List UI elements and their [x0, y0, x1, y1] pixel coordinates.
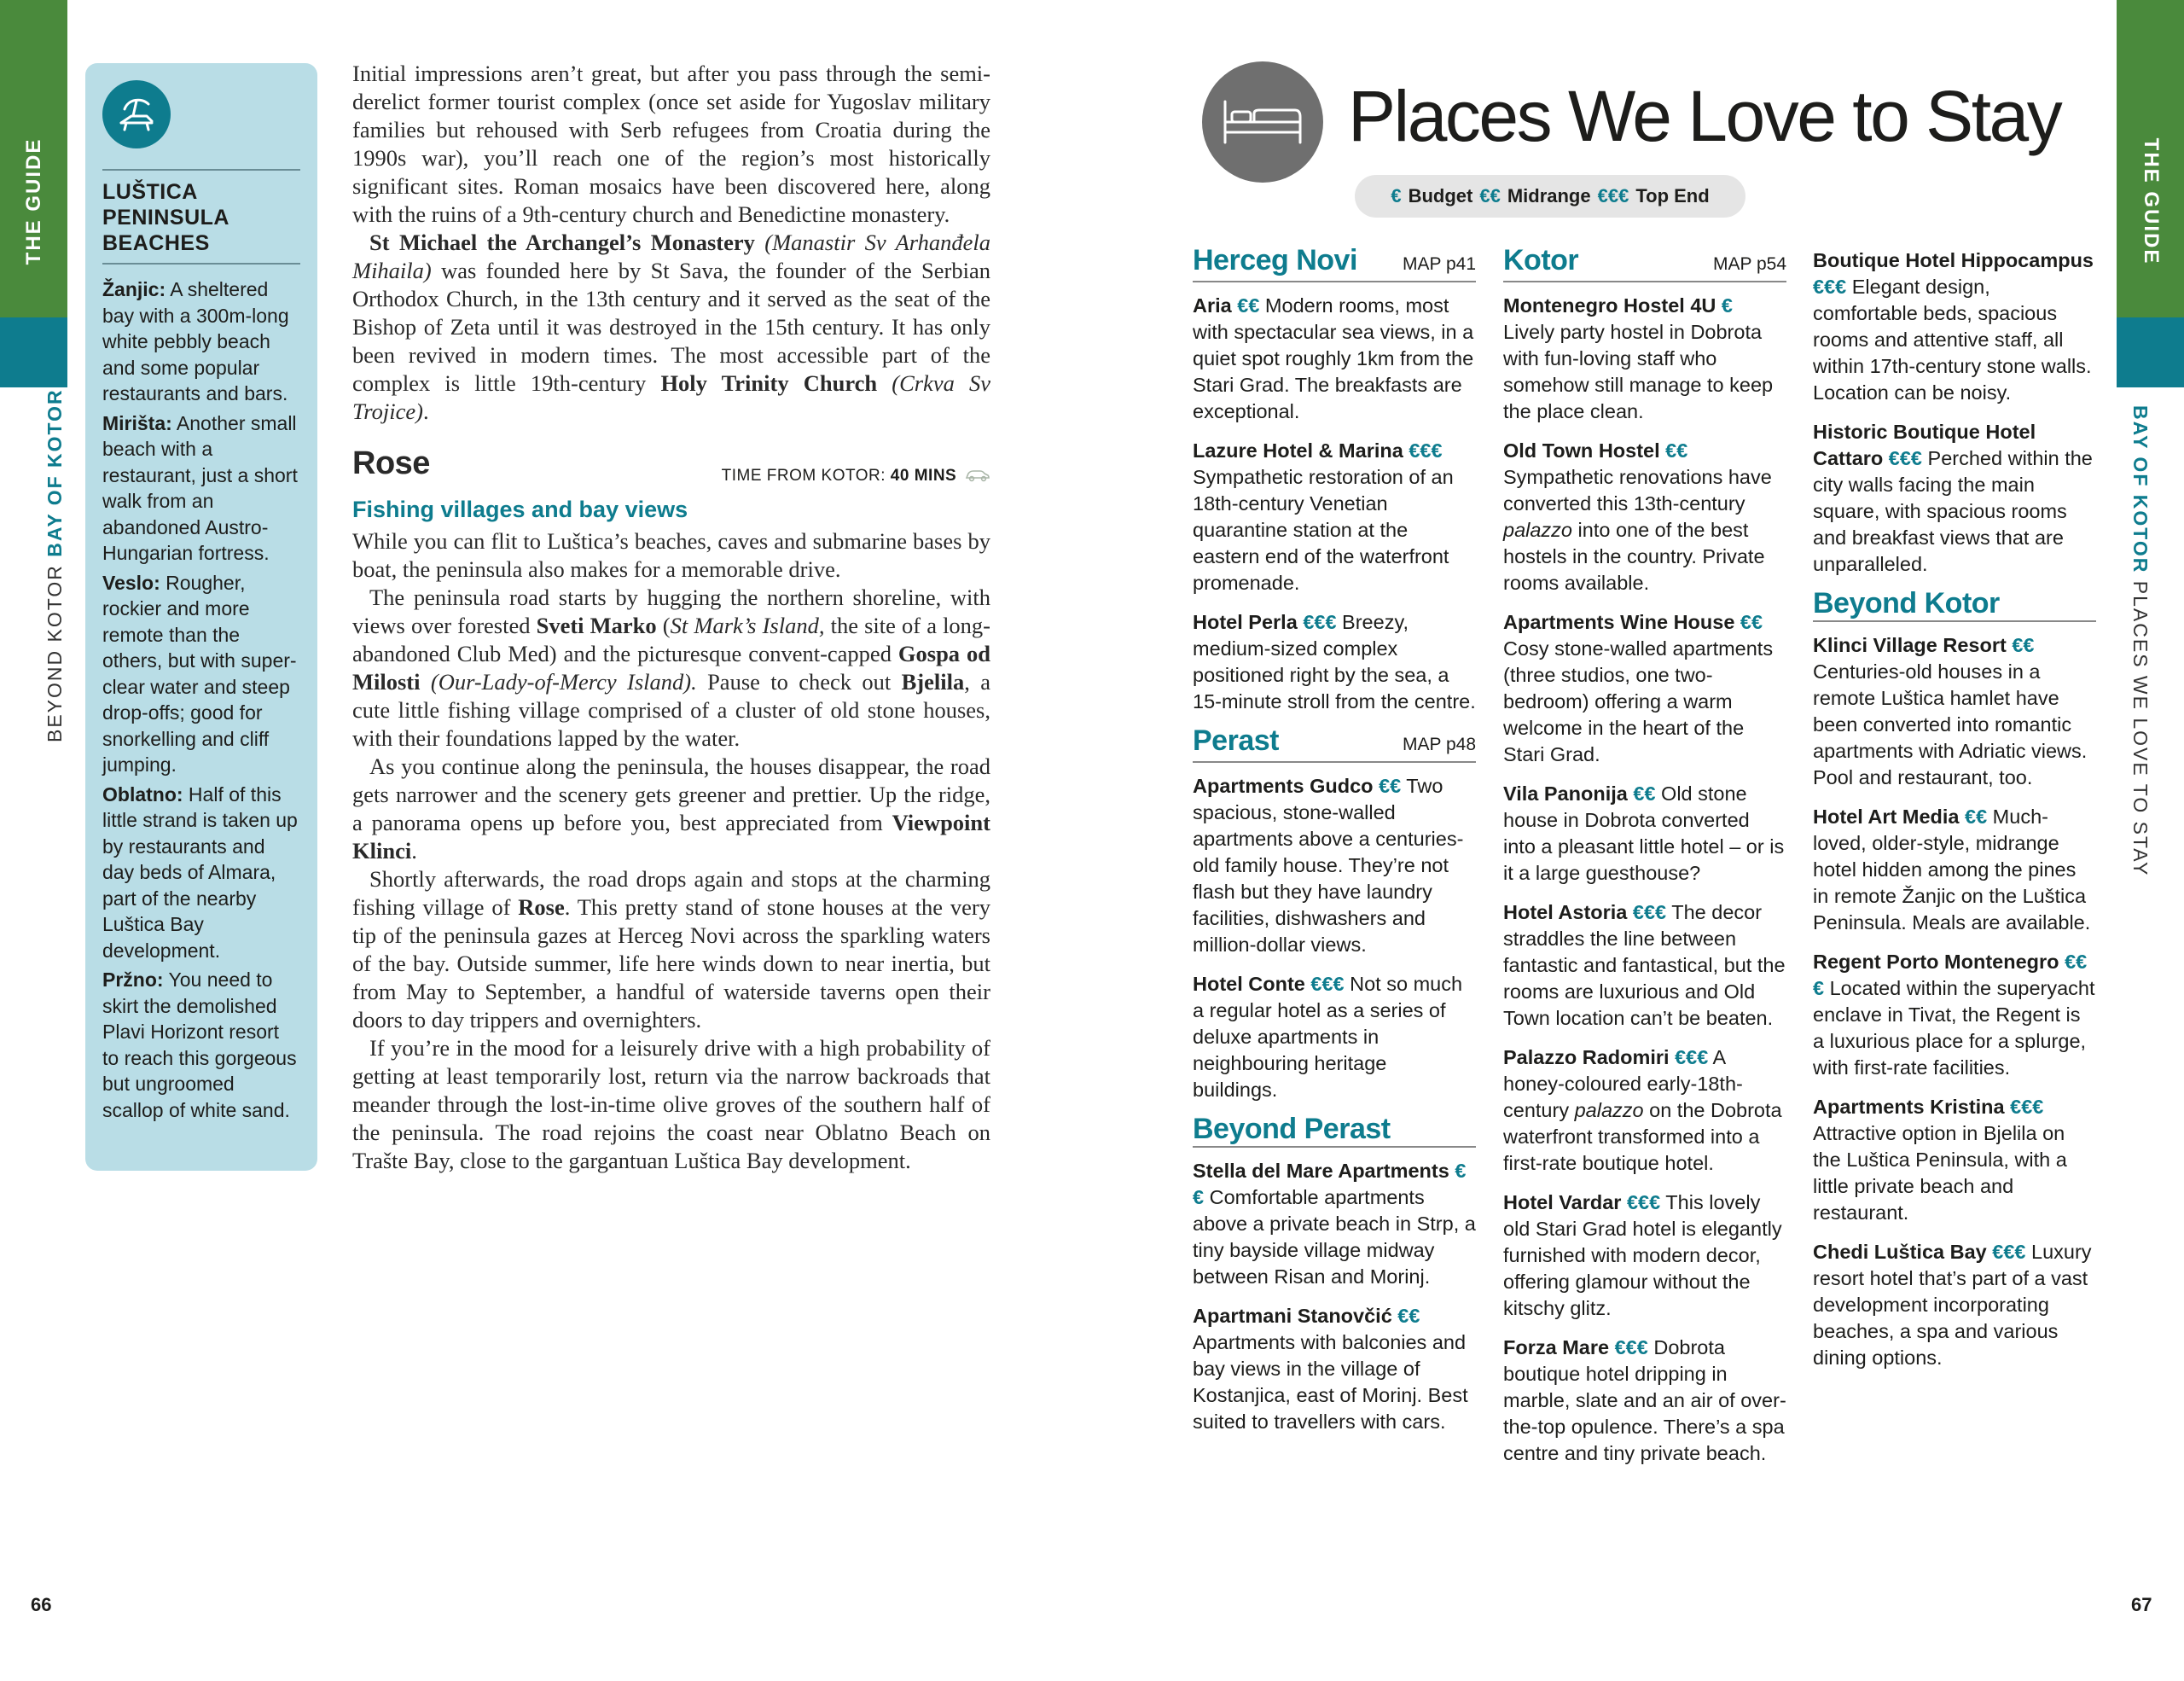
map-reference: MAP p41	[1403, 254, 1476, 274]
place-name: Holy Trinity Church	[660, 370, 878, 396]
section-title: Rose	[352, 445, 430, 481]
left-edge-tabs	[0, 0, 67, 1681]
listing-description: A honey-coloured early-18th-century	[1503, 1046, 1743, 1121]
listing-description: Old stone house in Dobrota converted into a pleasant little hotel – or is it a large guesthouse?	[1503, 782, 1785, 884]
map-reference: MAP p54	[1713, 254, 1786, 274]
section-heading-rose	[352, 445, 990, 491]
sidebar-title: LUŠTICA PENINSULA BEACHES	[102, 180, 229, 255]
listing-name: Forza Mare	[1503, 1336, 1610, 1358]
listing-name: Apartmani Stanovčić	[1193, 1305, 1392, 1327]
listing-italic: palazzo	[1574, 1099, 1644, 1121]
travel-time-value: 40 MINS	[890, 467, 957, 485]
listing-name: Klinci Village Resort	[1813, 634, 2007, 656]
listing-entry	[1503, 781, 1786, 887]
listing-price: €€€	[1813, 276, 1847, 298]
place-name: Viewpoint Klinci	[352, 810, 990, 864]
listing-description: Dobrota boutique hotel dripping in marble, slate and an air of over-the-top opulence. There’s a spa centre and tiny private beach.	[1503, 1336, 1786, 1464]
listings-column-3	[1813, 247, 2096, 1384]
page-title: Places We Love to Stay	[1348, 76, 2061, 156]
body-text: the site of a long-abandoned Club Med) and the picturesque convent-capped	[352, 613, 991, 666]
beach-name: Mirišta:	[102, 411, 172, 434]
page-number-left: 66	[31, 1594, 52, 1615]
main-text-column	[352, 60, 990, 1175]
listing-description: Centuries-old houses in a remote Luštica hamlet have been converted into romantic apartments with Adriatic views. Pool and restaurant, too.	[1813, 660, 2088, 788]
price-label: Midrange	[1507, 185, 1591, 206]
listing-name: Apartments Kristina	[1813, 1096, 2005, 1118]
place-name: Gospa od Milosti	[352, 641, 990, 695]
price-symbol: €€	[1479, 185, 1501, 206]
listing-entry	[1193, 1158, 1476, 1290]
running-head-plain: PLACES WE LOVE TO STAY	[2129, 573, 2152, 877]
location-title: Herceg Novi	[1193, 244, 1357, 276]
listing-description: Sympathetic renovations have converted this 13th-century	[1503, 466, 1772, 515]
listing-entry	[1193, 773, 1476, 958]
section-subtitle: Fishing villages and bay views	[352, 497, 688, 522]
chapter-tab	[2117, 317, 2184, 387]
listing-entry	[1193, 971, 1476, 1103]
page-number-right: 67	[2131, 1594, 2152, 1615]
chapter-tab	[0, 317, 67, 387]
listing-price: €€€	[1888, 447, 1923, 469]
listing-price: €€	[1379, 775, 1402, 797]
listing-name: Old Town Hostel	[1503, 439, 1660, 462]
listing-description: Two spacious, stone-walled apartments above a centuries-old family house. They’re not flash but they have laundry facilities, dishwashers and million-dollar views.	[1193, 775, 1464, 956]
body-text: Pause to check out	[696, 669, 902, 695]
price-label: Budget	[1408, 185, 1473, 206]
running-head-highlight: BAY OF KOTOR	[44, 388, 66, 557]
listing-name: Lazure Hotel & Marina	[1193, 439, 1403, 462]
sidebar-entry	[102, 782, 300, 964]
body-paragraph	[352, 753, 990, 865]
beach-description: Another small beach with a restaurant, just a short walk from an abandoned Austro-Hungarian fortress.	[102, 411, 298, 564]
beach-description: Rougher, rockier and more remote than the others, but with super-clear water and steep drop-offs; good for snorkelling and cliff jumping.	[102, 571, 297, 776]
listing-name: Apartments Gudco	[1193, 775, 1374, 797]
listing-entry	[1503, 899, 1786, 1032]
listing-price: €€	[1965, 806, 1988, 828]
listing-description: Sympathetic restoration of an 18th-century Venetian quarantine station at the eastern end of the waterfront promenade.	[1193, 466, 1454, 594]
listing-price: €€	[1633, 782, 1656, 805]
listing-name: Stella del Mare Apartments	[1193, 1160, 1449, 1182]
listing-entry	[1503, 609, 1786, 768]
listing-description: Much-loved, older-style, midrange hotel hidden among the pines in remote Žanjic on the Luštica Peninsula. Meals are available.	[1813, 806, 2091, 934]
listing-price: €€€	[1614, 1336, 1648, 1358]
body-text: As you continue along the peninsula, the houses disappear, the road gets narrower and the scenery gets greener and prettier. Up the ridge, a panorama opens up before you, best appreciated from	[352, 753, 990, 835]
listing-entry	[1193, 438, 1476, 596]
beach-name: Žanjic:	[102, 278, 166, 300]
listing-description: This lovely old Stari Grad hotel is elegantly furnished with modern decor, offering glamour without the kitschy glitz.	[1503, 1191, 1782, 1319]
section-tab-label: THE GUIDE	[2139, 137, 2163, 265]
travel-time-label: TIME FROM KOTOR:	[721, 467, 891, 485]
running-head-plain: BEYOND KOTOR	[44, 556, 66, 742]
listing-price: €€€	[1409, 439, 1443, 462]
listing-entry	[1813, 804, 2096, 936]
listings-column-2	[1503, 244, 1786, 1480]
listing-price: €€€	[1632, 901, 1667, 923]
beach-description: Half of this little strand is taken up by restaurants and day beds of Almara, part of the nearby Luštica Bay development.	[102, 782, 298, 962]
location-title: Beyond Kotor	[1813, 587, 2000, 619]
listing-entry	[1193, 293, 1476, 425]
price-symbol: €	[1391, 185, 1402, 206]
body-text: Shortly afterwards, the road drops again and stops at the charming fishing village of	[352, 866, 990, 920]
listing-name: Boutique Hotel Hippocampus	[1813, 249, 2094, 271]
body-text: . This pretty stand of stone houses at the very tip of the peninsula gazes at Herceg Novi across the sparkling waters of the bay. Outside summer, life here winds down to near inertia, but from May to September, a handful of waterside taverns open their doors to day trippers and overnighters.	[352, 894, 990, 1032]
listing-entry	[1503, 293, 1786, 425]
listing-description: Lively party hostel in Dobrota with fun-loving staff who somehow still manage to keep the place clean.	[1503, 321, 1774, 422]
beach-lounger-icon	[102, 80, 171, 148]
listing-price: €€€	[1992, 1241, 2026, 1263]
listing-description: The decor straddles the line between fantastic and fantastical, but the rooms are luxurious and Old Town location can’t be beaten.	[1503, 901, 1786, 1029]
listing-name: Palazzo Radomiri	[1503, 1046, 1670, 1068]
location-heading	[1193, 724, 1476, 763]
listing-entry	[1503, 1189, 1786, 1322]
listing-entry	[1813, 1239, 2096, 1371]
sidebar-entry	[102, 570, 300, 778]
listing-name: Hotel Perla	[1193, 611, 1298, 633]
section-tab-label: THE GUIDE	[21, 137, 45, 265]
listing-price: €€	[1740, 611, 1763, 633]
listing-description: Attractive option in Bjelila on the Luštica Peninsula, with a little private beach and restaurant.	[1813, 1122, 2067, 1224]
listing-description: Elegant design, comfortable beds, spacious rooms and attentive staff, all within 17th-century stone walls. Location can be noisy.	[1813, 276, 2092, 404]
listing-price: €€€	[1310, 973, 1345, 995]
body-paragraph	[352, 229, 990, 426]
listing-entry	[1813, 1094, 2096, 1226]
beach-name: Oblatno:	[102, 782, 183, 806]
listing-name: Chedi Luštica Bay	[1813, 1241, 1987, 1263]
listing-price: €€€	[1303, 611, 1337, 633]
listing-name: Aria	[1193, 294, 1232, 317]
listings-column-1	[1193, 244, 1476, 1448]
body-text: was founded here by St Sava, the founder of the Serbian Orthodox Church, in the 13th century and it served as the seat of the Bishop of Zeta until it was destroyed in the 15th century. It has only been revived in modern times. The most accessible part of the complex is little 19th-century	[352, 258, 990, 396]
listing-description: Apartments with balconies and bay views in the village of Kostanjica, east of Morinj. Best suited to travellers with cars.	[1193, 1331, 1468, 1433]
listing-name: Hotel Astoria	[1503, 901, 1628, 923]
listing-price: €€	[2012, 634, 2035, 656]
listing-price: €€€	[1675, 1046, 1709, 1068]
location-heading	[1503, 244, 1786, 282]
listing-description: on the Dobrota waterfront transformed into a first-rate boutique hotel.	[1503, 1099, 1782, 1174]
body-paragraph: If you’re in the mood for a leisurely drive with a high probability of getting at least temporarily lost, return via the narrow backroads that meander through the lost-in-time olive groves of the southern half of the peninsula. The road rejoins the coast near Oblatno Beach on Trašte Bay, close to the gargantuan Luštica Bay development.	[352, 1035, 990, 1173]
location-heading	[1193, 244, 1476, 282]
listing-entry	[1503, 438, 1786, 596]
listing-entry	[1193, 609, 1476, 715]
listing-entry	[1813, 949, 2096, 1081]
listing-entry	[1503, 1044, 1786, 1177]
listing-description: Luxury resort hotel that’s part of a vast development incorporating beaches, a spa and various dining options.	[1813, 1241, 2092, 1369]
listing-price: €€€	[1626, 1191, 1661, 1213]
beach-description: A sheltered bay with a 300m-long white pebbly beach and some popular restaurants and bars.	[102, 278, 289, 404]
listing-description: Located within the superyacht enclave in Tivat, the Regent is a luxurious place for a splurge, with first-rate facilities.	[1813, 977, 2095, 1079]
listing-price: €€	[1237, 294, 1260, 317]
running-head-highlight: BAY OF KOTOR	[2129, 405, 2152, 574]
listing-price: €	[1721, 294, 1733, 317]
listing-price: €€	[1665, 439, 1688, 462]
body-text: The peninsula road starts by hugging the northern shoreline, with views over forested	[352, 585, 990, 638]
body-text: , a cute little fishing village comprised of a cluster of old stone houses, with their foundations lapped by the water.	[352, 669, 990, 751]
listing-description: Breezy, medium-sized complex positioned right by the sea, a 15-minute stroll from the centre.	[1193, 611, 1476, 713]
place-translation: (Crkva Sv Trojice)	[352, 370, 990, 424]
place-translation: St Mark’s Island,	[670, 613, 825, 638]
listing-description: into one of the best hostels in the country. Private rooms available.	[1503, 519, 1765, 594]
place-name: Bjelila	[901, 669, 965, 695]
listing-italic: palazzo	[1503, 519, 1572, 541]
beach-name: Veslo:	[102, 571, 160, 594]
place-name: St Michael the Archangel’s Monastery	[369, 230, 755, 255]
listing-entry	[1503, 1335, 1786, 1467]
price-legend	[1355, 175, 1745, 218]
place-name: Sveti Marko	[536, 613, 657, 638]
listing-entry	[1813, 419, 2096, 578]
car-icon	[965, 468, 990, 482]
location-heading	[1813, 587, 2096, 622]
listing-name: Hotel Art Media	[1813, 806, 1960, 828]
running-head-left	[44, 388, 67, 742]
listing-name: Vila Panonija	[1503, 782, 1628, 805]
listing-price: €€€	[2010, 1096, 2044, 1118]
running-head-right	[2129, 405, 2152, 876]
listing-name: Montenegro Hostel 4U	[1503, 294, 1716, 317]
beach-name: Pržno:	[102, 968, 164, 991]
sidebar-entry	[102, 410, 300, 567]
listing-price: €€	[1193, 1160, 1467, 1208]
body-paragraph: While you can flit to Luštica’s beaches, caves and submarine bases by boat, the peninsula also makes for a memorable drive.	[352, 528, 990, 582]
bed-icon	[1202, 61, 1323, 183]
listing-name: Regent Porto Montenegro	[1813, 951, 2059, 973]
body-text: .	[422, 398, 429, 424]
sidebar-entry	[102, 967, 300, 1123]
place-name: Rose	[518, 894, 565, 920]
listing-description: Modern rooms, most with spectacular sea views, in a quiet spot roughly 1km from the Stari Grad. The breakfasts are exceptional.	[1193, 294, 1474, 422]
location-title: Beyond Perast	[1193, 1113, 1391, 1145]
price-label: Top End	[1635, 185, 1710, 206]
body-paragraph	[352, 584, 990, 753]
listing-description: Comfortable apartments above a private beach in Strp, a tiny bayside village midway between Risan and Morinj.	[1193, 1186, 1476, 1288]
location-heading	[1193, 1113, 1476, 1148]
listing-entry	[1193, 1303, 1476, 1435]
listing-name: Apartments Wine House	[1503, 611, 1735, 633]
location-title: Perast	[1193, 724, 1279, 757]
price-symbol: €€€	[1597, 185, 1629, 206]
body-paragraph: Initial impressions aren’t great, but after you pass through the semi-derelict former tourist complex (once set aside for Yugoslav military families but rehoused with Serb refugees from Croatia during the 1990s war), you’ll reach one of the region’s most historically significant sites. Roman mosaics have been discovered here, along with the ruins of a 9th-century church and Benedictine monastery.	[352, 61, 990, 227]
map-reference: MAP p48	[1403, 735, 1476, 754]
body-paragraph	[352, 865, 990, 1034]
beach-description: You need to skirt the demolished Plavi Horizont resort to reach this gorgeous but ungroomed scallop of white sand.	[102, 968, 297, 1121]
place-translation: (Manastir Sv Arhanđela Mihaila)	[352, 230, 990, 283]
listing-entry	[1813, 632, 2096, 791]
sidebar-entry	[102, 276, 300, 407]
listing-name: Hotel Conte	[1193, 973, 1305, 995]
listing-description: Perched within the city walls facing the main square, with spacious rooms and breakfast views that are unparalleled.	[1813, 447, 2093, 575]
beaches-sidebar	[85, 63, 317, 1171]
body-text: .	[411, 838, 417, 864]
location-title: Kotor	[1503, 244, 1579, 276]
listing-description: Cosy stone-walled apartments (three studios, one two-bedroom) offering a warm welcome in the heart of the Stari Grad.	[1503, 637, 1774, 765]
listing-price: €€	[1397, 1305, 1420, 1327]
listing-description: Not so much a regular hotel as a series of deluxe apartments in neighbouring heritage buildings.	[1193, 973, 1463, 1101]
listing-entry	[1813, 247, 2096, 406]
travel-time	[722, 462, 990, 490]
body-text: (	[656, 613, 671, 638]
place-translation: (Our-Lady-of-Mercy Island).	[420, 669, 697, 695]
listing-name: Hotel Vardar	[1503, 1191, 1622, 1213]
listing-price: €€€	[1813, 951, 2088, 999]
listing-name: Historic Boutique Hotel Cattaro	[1813, 421, 2036, 469]
